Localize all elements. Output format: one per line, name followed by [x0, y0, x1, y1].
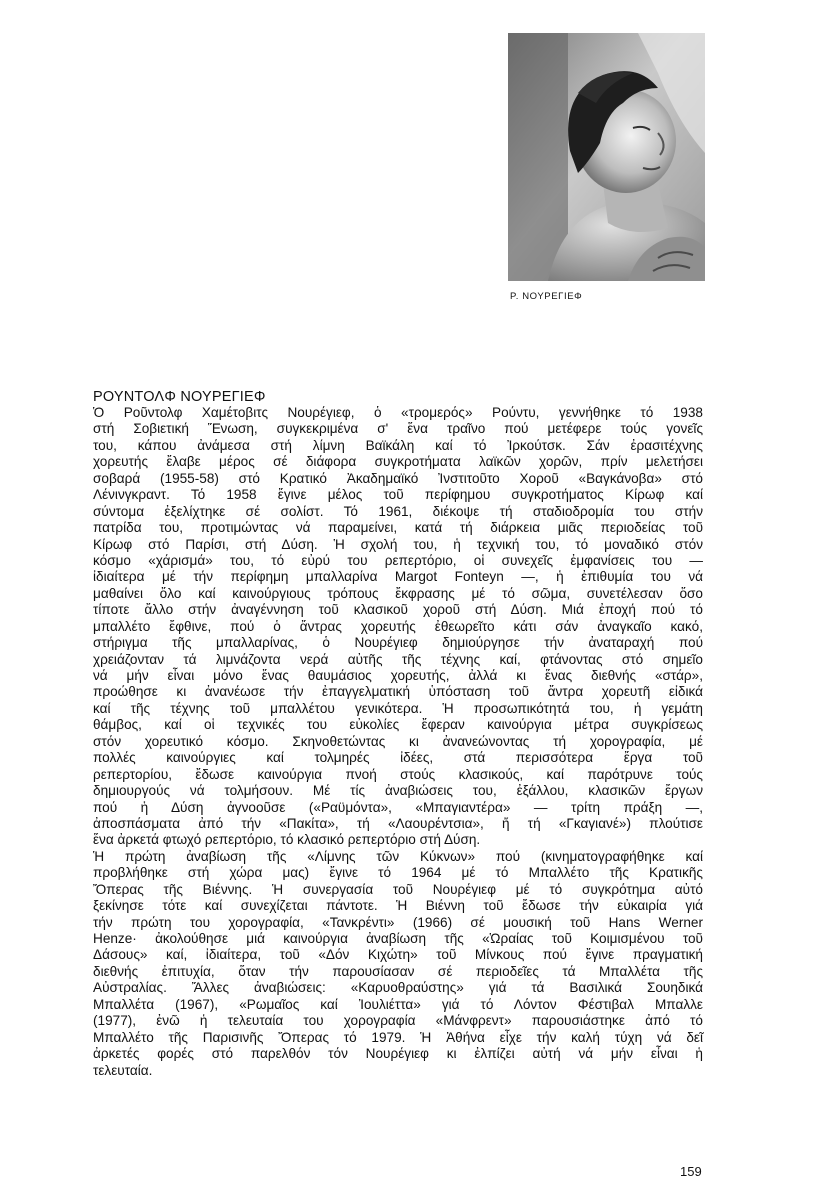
- article-line: τήν πρώτη του χορογραφία, «Τανκρέντι» (1966) σέ μουσική τοῦ Hans Werner: [93, 914, 703, 930]
- article-line: Ὄπερας τῆς Βιέννης. Ἡ συνεργασία τοῦ Νουρέγιεφ μέ τό συγκρότημα αὐτό: [93, 881, 703, 897]
- article-line: σύντομα ἐξελίχτηκε σέ σολίστ. Τό 1961, διέκοψε τή σταδιοδρομία του στήν: [93, 503, 703, 519]
- article-line: τίποτε ἄλλο στήν ἀναγέννηση τοῦ κλασικοῦ χοροῦ στή Δύση. Μιά ἐποχή πού τό: [93, 602, 703, 618]
- article-line: Ὁ Ροῦντολφ Χαμέτοβιτς Νουρέγιεφ, ὁ «τρομερός» Ρούντυ, γεννήθηκε τό 1938: [93, 405, 703, 420]
- page-number: 159: [680, 1164, 702, 1179]
- portrait-image: [508, 33, 705, 281]
- article-line: στή Σοβιετική Ἕνωση, συγκεκριμένα σ' ἕνα τραῖνο πού μετέφερε τούς γονεῖς: [93, 421, 703, 437]
- article-line: μπαλλέτο ἔφθινε, πού ὁ ἄντρας χορευτής ἐθεωρεῖτο κάτι σάν ἀναγκαῖο κακό,: [93, 618, 703, 634]
- article-line: προώθησε κι ἀνανέωσε τήν ἐπαγγελματική ὑπόσταση τοῦ ἄντρα χορευτῆ εἰδικά: [93, 684, 703, 700]
- portrait-photo: [508, 33, 705, 281]
- photo-caption: Ρ. ΝΟΥΡΕΓΙΕΦ: [510, 291, 583, 302]
- article-line: κόσμο «χάρισμά» του, τό εὐρύ του ρεπερτόριο, οἱ συνεχεῖς ἐμφανίσεις του —: [93, 552, 703, 568]
- article-line: Κίρωφ στό Παρίσι, στή Δύση. Ἡ σχολή του, ἡ τεχνική του, τό μοναδικό στόν: [93, 536, 703, 552]
- article-body: [93, 405, 703, 1079]
- article-title: ΡΟΥΝΤΟΛΦ ΝΟΥΡΕΓΙΕΦ: [93, 389, 266, 405]
- article-line: προβλήθηκε στή χώρα μας) ἔγινε τό 1964 μέ τό Μπαλλέτο τῆς Κρατικῆς: [93, 865, 703, 881]
- article-line: τελευταία.: [93, 1062, 153, 1078]
- article-line: πολλές καινούργιες καί τολμηρές ἰδέες, στά περισσότερα ἔργα τοῦ: [93, 750, 703, 766]
- article-line: ἀρκετές φορές στό παρελθόν τόν Νουρέγιεφ κι ἐλπίζει αὐτή νά μήν εἶναι ἡ: [93, 1046, 703, 1062]
- article-line: στόν χορευτικό κόσμο. Σκηνοθετώντας κι ἀνανεώνοντας τή χορογραφία, μέ: [93, 733, 703, 749]
- article-line: (1977), ἐνῶ ἡ τελευταία του χορογραφία «Μάνφρεντ» παρουσιάστηκε ἀπό τό: [93, 1013, 703, 1029]
- article: [93, 389, 703, 1079]
- article-line: νά μήν εἶναι μόνο ἕνας θαυμάσιος χορευτής, ἀλλά κι ἕνας διεθνής «στάρ»,: [93, 668, 703, 683]
- article-line: δημιουργούς νά τολμήσουν. Μέ τίς ἀναβιώσεις του, ἐξάλλου, κλασικῶν ἔργων: [93, 783, 703, 799]
- article-line: ἕνα ἀρκετά φτωχό ρεπερτόριο, τό κλασικό ρεπερτόριο στή Δύση.: [93, 832, 481, 848]
- article-line: Δάσους» καί, ἰδιαίτερα, τοῦ «Δόν Κιχώτη» τοῦ Μίνκους πού ἔγινε πραγματική: [93, 947, 703, 963]
- article-line: χρειάζονταν τά λιμνάζοντα νερά αὐτῆς τῆς τέχνης καί, φτάνοντας στό σημεῖο: [93, 651, 703, 667]
- article-line: καί τῆς τέχνης τοῦ μπαλλέτου γενικότερα. Ἡ προσωπικότητά του, ἡ γεμάτη: [93, 700, 703, 716]
- article-line: πατρίδα του, προτιμώντας νά παραμείνει, κατά τή διάρκεια μιᾶς περιοδείας τοῦ: [93, 520, 703, 536]
- article-line: Αὐστραλίας. Ἄλλες ἀναβιώσεις: «Καρυοθραύστης» γιά τά Βασιλικά Σουηδικά: [93, 980, 703, 996]
- article-line: Henze· ἀκολούθησε μιά καινούργια ἀναβίωση τῆς «Ὡραίας τοῦ Κοιμισμένου τοῦ: [93, 931, 703, 946]
- article-line: Λένινγκραντ. Τό 1958 ἔγινε μέλος τοῦ περίφημου συγκροτήματος Κίρωφ καί: [93, 487, 703, 503]
- article-line: του, κάπου ἀνάμεσα στή λίμνη Βαϊκάλη καί τό Ἰρκούτσκ. Σάν ἐρασιτέχνης: [93, 437, 703, 453]
- article-line: ἰδιαίτερα μέ τήν περίφημη μπαλλαρίνα Margot Fonteyn —, ἡ ἐπιθυμία του νά: [93, 569, 703, 585]
- article-line: ἀποσπάσματα ἀπό τήν «Πακίτα», τή «Λαουρέντσια», ἤ τή «Γκαγιανέ») πλούτισε: [93, 815, 703, 831]
- article-line: θάμβος, καί οἱ τεχνικές του εὐκολίες ἔφεραν καινούργια μέτρα συγκρίσεως: [93, 717, 703, 733]
- article-line: μαθαίνει ὅλο καί καινούργιους τρόπους ἔκφρασης μέ τό σῶμα, συνετέλεσαν ὅσο: [93, 585, 703, 601]
- article-line: Μπαλλέτα (1967), «Ρωμαῖος καί Ἰουλιέττα» γιά τό Λόντον Φέστιβαλ Μπαλλε: [93, 996, 703, 1012]
- article-line: ρεπερτορίου, ἔδωσε καινούργια πνοή στούς κλασικούς, καί παρότρυνε τούς: [93, 766, 703, 782]
- article-line: στήριγμα τῆς μπαλλαρίνας, ὁ Νουρέγιεφ δημιούργησε τήν ἀναταραχή πού: [93, 635, 703, 651]
- article-line: Ἡ πρώτη ἀναβίωση τῆς «Λίμνης τῶν Κύκνων» πού (κινηματογραφήθηκε καί: [93, 848, 703, 864]
- article-line: διεθνής ἐπιτυχία, ὅταν τήν παρουσίασαν σέ περιοδεῖες τά Μπαλλέτα τῆς: [93, 963, 703, 979]
- article-line: ξεκίνησε τότε καί συνεχίζεται πάντοτε. Ἡ Βιέννη τοῦ ἔδωσε τήν εὐκαιρία γιά: [93, 898, 703, 914]
- article-line: σοβαρά (1955-58) στό Κρατικό Ἀκαδημαϊκό Ἰνστιτοῦτο Χοροῦ «Βαγκάνοβα» στό: [93, 470, 703, 486]
- article-line: πού ἡ Δύση ἀγνοοῦσε («Ραϋμόντα», «Μπαγιαντέρα» — τρίτη πράξη —,: [93, 799, 703, 815]
- article-line: χορευτής ἔλαβε μέρος σέ διάφορα συγκροτήματα λαϊκῶν χορῶν, πρίν μελετήσει: [93, 454, 703, 470]
- article-line: Μπαλλέτο τῆς Παρισινῆς Ὄπερας τό 1979. Ἡ Ἀθήνα εἶχε τήν καλή τύχη νά δεῖ: [93, 1029, 703, 1045]
